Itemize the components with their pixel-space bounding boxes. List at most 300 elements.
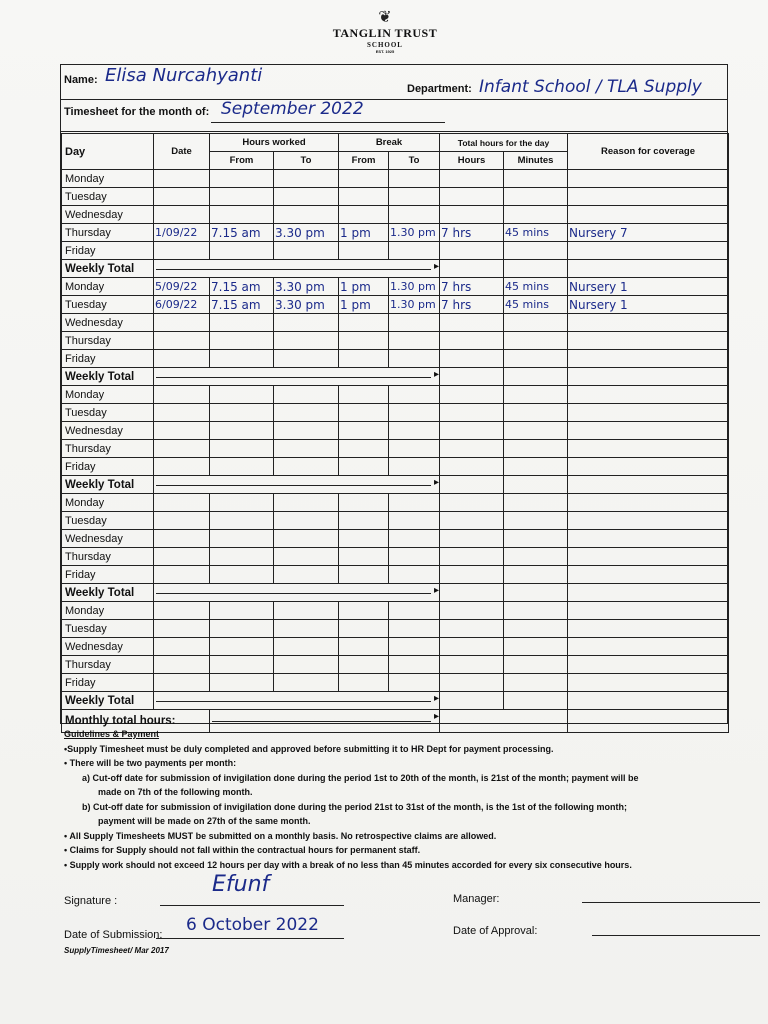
- date-cell[interactable]: [154, 440, 210, 458]
- hours-cell[interactable]: [440, 674, 504, 692]
- bfrom-cell[interactable]: [339, 332, 389, 350]
- bto-cell[interactable]: 1.30 pm: [389, 296, 440, 314]
- weekly-total-label: Weekly Total: [62, 476, 154, 494]
- day-cell: Wednesday: [62, 314, 154, 332]
- minutes-cell[interactable]: [504, 512, 568, 530]
- form-code: SupplyTimesheet/ Mar 2017: [64, 946, 169, 955]
- from-cell[interactable]: [210, 548, 274, 566]
- hours-cell[interactable]: [440, 170, 504, 188]
- to-cell[interactable]: [274, 602, 339, 620]
- bfrom-cell[interactable]: [339, 638, 389, 656]
- hours-cell[interactable]: [440, 404, 504, 422]
- bfrom-cell[interactable]: [339, 386, 389, 404]
- day-cell: Monday: [62, 386, 154, 404]
- bto-cell[interactable]: [389, 386, 440, 404]
- hours-cell[interactable]: [440, 350, 504, 368]
- table-row: [62, 386, 729, 404]
- total-arrow: [154, 260, 440, 278]
- weekly-total-row: [62, 584, 729, 602]
- timesheet-table: [61, 133, 729, 733]
- weekly-hours-cell[interactable]: [440, 368, 504, 386]
- day-cell: Thursday: [62, 332, 154, 350]
- org-name: TANGLIN TRUST: [332, 26, 438, 40]
- hours-cell[interactable]: [440, 206, 504, 224]
- bfrom-cell[interactable]: [339, 404, 389, 422]
- date-cell[interactable]: 1/09/22: [154, 224, 210, 242]
- date-cell[interactable]: [154, 530, 210, 548]
- to-cell[interactable]: [274, 530, 339, 548]
- reason-cell[interactable]: [568, 656, 729, 674]
- weekly-total-row: [62, 476, 729, 494]
- bto-cell[interactable]: [389, 638, 440, 656]
- department-value[interactable]: Infant School / TLA Supply: [479, 77, 702, 97]
- reason-cell[interactable]: [568, 620, 729, 638]
- hours-cell[interactable]: [440, 566, 504, 584]
- from-cell[interactable]: [210, 170, 274, 188]
- table-row: [62, 314, 729, 332]
- minutes-cell[interactable]: [504, 188, 568, 206]
- table-row: [62, 656, 729, 674]
- weekly-total-label: Weekly Total: [62, 368, 154, 386]
- from-cell[interactable]: [210, 206, 274, 224]
- reason-cell[interactable]: [568, 314, 729, 332]
- table-row: [62, 494, 729, 512]
- hours-cell[interactable]: [440, 602, 504, 620]
- day-cell: Thursday: [62, 656, 154, 674]
- to-cell[interactable]: [274, 674, 339, 692]
- bto-cell[interactable]: [389, 422, 440, 440]
- date-cell[interactable]: [154, 494, 210, 512]
- bfrom-cell[interactable]: [339, 440, 389, 458]
- to-cell[interactable]: [274, 494, 339, 512]
- bfrom-cell[interactable]: 1 pm: [339, 296, 389, 314]
- reason-cell[interactable]: [568, 332, 729, 350]
- bfrom-cell[interactable]: [339, 494, 389, 512]
- guideline-item: • Claims for Supply should not fall within the contractual hours for permanent staff.: [64, 845, 421, 855]
- col-day: Day: [62, 134, 154, 170]
- bfrom-cell[interactable]: [339, 206, 389, 224]
- bfrom-cell[interactable]: [339, 188, 389, 206]
- weekly-total-label: Weekly Total: [62, 692, 154, 710]
- bto-cell[interactable]: [389, 206, 440, 224]
- signature-label: Signature :: [64, 895, 118, 907]
- day-cell: Tuesday: [62, 620, 154, 638]
- minutes-cell[interactable]: [504, 530, 568, 548]
- minutes-cell[interactable]: [504, 458, 568, 476]
- from-cell[interactable]: 7.15 am: [210, 278, 274, 296]
- reason-cell[interactable]: [568, 530, 729, 548]
- table-row: [62, 278, 729, 296]
- weekly-total-row: [62, 260, 729, 278]
- to-cell[interactable]: [274, 440, 339, 458]
- guideline-item: a) Cut-off date for submission of invigilation done during the period 1st to 20th of the month, is 21st of the month; payment will be: [82, 772, 639, 783]
- day-cell: Friday: [62, 458, 154, 476]
- col-to: To: [274, 152, 339, 170]
- to-cell[interactable]: 3.30 pm: [274, 224, 339, 242]
- hours-cell[interactable]: [440, 458, 504, 476]
- day-cell: Monday: [62, 170, 154, 188]
- date-cell[interactable]: [154, 638, 210, 656]
- bto-cell[interactable]: [389, 566, 440, 584]
- table-row: [62, 620, 729, 638]
- day-cell: Monday: [62, 494, 154, 512]
- bto-cell[interactable]: [389, 494, 440, 512]
- from-cell[interactable]: [210, 458, 274, 476]
- hours-cell[interactable]: [440, 530, 504, 548]
- table-row: [62, 422, 729, 440]
- hours-cell[interactable]: [440, 656, 504, 674]
- day-cell: Friday: [62, 566, 154, 584]
- weekly-minutes-cell[interactable]: [504, 260, 568, 278]
- date-cell[interactable]: [154, 206, 210, 224]
- date-cell[interactable]: [154, 314, 210, 332]
- from-cell[interactable]: [210, 314, 274, 332]
- weekly-hours-cell[interactable]: [440, 692, 504, 710]
- hours-cell[interactable]: [440, 188, 504, 206]
- total-arrow: [154, 584, 440, 602]
- minutes-cell[interactable]: [504, 602, 568, 620]
- hours-cell[interactable]: [440, 314, 504, 332]
- minutes-cell[interactable]: [504, 620, 568, 638]
- col-date: Date: [154, 134, 210, 170]
- bto-cell[interactable]: [389, 512, 440, 530]
- bto-cell[interactable]: [389, 602, 440, 620]
- total-arrow: [154, 368, 440, 386]
- table-row: [62, 440, 729, 458]
- date-cell[interactable]: [154, 422, 210, 440]
- bto-cell[interactable]: [389, 548, 440, 566]
- from-cell[interactable]: [210, 494, 274, 512]
- day-cell: Monday: [62, 602, 154, 620]
- bto-cell[interactable]: 1.30 pm: [389, 224, 440, 242]
- reason-cell[interactable]: [568, 170, 729, 188]
- bfrom-cell[interactable]: [339, 350, 389, 368]
- bto-cell[interactable]: [389, 440, 440, 458]
- day-cell: Monday: [62, 278, 154, 296]
- weekly-reason-cell: [568, 476, 729, 494]
- bto-cell[interactable]: [389, 404, 440, 422]
- date-cell[interactable]: [154, 566, 210, 584]
- bto-cell[interactable]: [389, 674, 440, 692]
- date-cell[interactable]: 6/09/22: [154, 296, 210, 314]
- bfrom-cell[interactable]: [339, 620, 389, 638]
- date-cell[interactable]: [154, 404, 210, 422]
- guidelines-title: Guidelines & Payment: [64, 729, 160, 739]
- col-break-from: From: [339, 152, 389, 170]
- bfrom-cell[interactable]: [339, 422, 389, 440]
- to-cell[interactable]: [274, 332, 339, 350]
- department-label: Department:: [407, 83, 472, 95]
- table-row: [62, 404, 729, 422]
- col-minutes: Minutes: [504, 152, 568, 170]
- to-cell[interactable]: [274, 386, 339, 404]
- bto-cell[interactable]: [389, 656, 440, 674]
- bfrom-cell[interactable]: [339, 674, 389, 692]
- table-row: [62, 512, 729, 530]
- reason-cell[interactable]: [568, 404, 729, 422]
- bfrom-cell[interactable]: [339, 458, 389, 476]
- reason-cell[interactable]: [568, 242, 729, 260]
- weekly-hours-cell[interactable]: [440, 260, 504, 278]
- col-break-to: To: [389, 152, 440, 170]
- timesheet-body: [62, 170, 729, 733]
- hours-cell[interactable]: [440, 548, 504, 566]
- bfrom-cell[interactable]: [339, 512, 389, 530]
- month-value[interactable]: September 2022: [221, 99, 364, 119]
- weekly-minutes-cell[interactable]: [504, 368, 568, 386]
- from-cell[interactable]: [210, 188, 274, 206]
- minutes-cell[interactable]: [504, 332, 568, 350]
- col-from: From: [210, 152, 274, 170]
- divider: [61, 99, 727, 100]
- bto-cell[interactable]: [389, 620, 440, 638]
- day-cell: Tuesday: [62, 404, 154, 422]
- table-row: [62, 224, 729, 242]
- minutes-cell[interactable]: [504, 314, 568, 332]
- weekly-reason-cell: [568, 260, 729, 278]
- manager-line[interactable]: [582, 902, 760, 903]
- monthly-total-label: Monthly total hours:: [62, 710, 210, 733]
- name-value[interactable]: Elisa Nurcahyanti: [105, 65, 263, 86]
- hours-cell[interactable]: [440, 620, 504, 638]
- to-cell[interactable]: [274, 656, 339, 674]
- weekly-total-row: [62, 692, 729, 710]
- date-cell[interactable]: [154, 602, 210, 620]
- from-cell[interactable]: [210, 620, 274, 638]
- month-label: Timesheet for the month of:: [64, 106, 210, 118]
- reason-cell[interactable]: [568, 638, 729, 656]
- bfrom-cell[interactable]: 1 pm: [339, 224, 389, 242]
- minutes-cell[interactable]: [504, 638, 568, 656]
- to-cell[interactable]: [274, 404, 339, 422]
- bto-cell[interactable]: [389, 350, 440, 368]
- from-cell[interactable]: [210, 656, 274, 674]
- hours-cell[interactable]: [440, 332, 504, 350]
- reason-cell[interactable]: [568, 602, 729, 620]
- bfrom-cell[interactable]: 1 pm: [339, 278, 389, 296]
- col-total: Total hours for the day: [440, 134, 568, 152]
- minutes-cell[interactable]: 45 mins: [504, 296, 568, 314]
- from-cell[interactable]: [210, 440, 274, 458]
- from-cell[interactable]: [210, 602, 274, 620]
- date-cell[interactable]: [154, 620, 210, 638]
- date-cell[interactable]: [154, 170, 210, 188]
- to-cell[interactable]: [274, 206, 339, 224]
- reason-cell[interactable]: Nursery 7: [568, 224, 729, 242]
- from-cell[interactable]: [210, 404, 274, 422]
- table-row: [62, 188, 729, 206]
- day-cell: Thursday: [62, 440, 154, 458]
- date-cell[interactable]: [154, 350, 210, 368]
- to-cell[interactable]: [274, 242, 339, 260]
- col-reason: Reason for coverage: [568, 134, 729, 170]
- to-cell[interactable]: [274, 458, 339, 476]
- weekly-total-label: Weekly Total: [62, 260, 154, 278]
- date-cell[interactable]: [154, 548, 210, 566]
- table-row: [62, 530, 729, 548]
- table-row: [62, 170, 729, 188]
- bto-cell[interactable]: [389, 170, 440, 188]
- guideline-item: • All Supply Timesheets MUST be submitted on a monthly basis. No retrospective claims are allowed.: [64, 830, 497, 841]
- reason-cell[interactable]: [568, 512, 729, 530]
- date-cell[interactable]: 5/09/22: [154, 278, 210, 296]
- table-row: [62, 602, 729, 620]
- from-cell[interactable]: [210, 530, 274, 548]
- date-cell[interactable]: [154, 188, 210, 206]
- guideline-item: b) Cut-off date for submission of invigilation done during the period 21st to 31st of the month, is the 1st of the following month;: [82, 801, 627, 812]
- from-cell[interactable]: [210, 350, 274, 368]
- reason-cell[interactable]: [568, 386, 729, 404]
- minutes-cell[interactable]: [504, 674, 568, 692]
- day-cell: Thursday: [62, 224, 154, 242]
- minutes-cell[interactable]: 45 mins: [504, 224, 568, 242]
- weekly-hours-cell[interactable]: [440, 584, 504, 602]
- guideline-item: payment will be made on 27th of the same month.: [98, 816, 311, 826]
- bto-cell[interactable]: [389, 314, 440, 332]
- table-row: [62, 332, 729, 350]
- bfrom-cell[interactable]: [339, 566, 389, 584]
- from-cell[interactable]: 7.15 am: [210, 224, 274, 242]
- table-header-row: [62, 134, 729, 152]
- bto-cell[interactable]: 1.30 pm: [389, 278, 440, 296]
- day-cell: Wednesday: [62, 422, 154, 440]
- school-logo: [300, 10, 470, 54]
- timesheet-form: [60, 64, 728, 727]
- to-cell[interactable]: [274, 314, 339, 332]
- to-cell[interactable]: [274, 638, 339, 656]
- signature-value[interactable]: Efunf: [212, 872, 270, 897]
- minutes-cell[interactable]: [504, 422, 568, 440]
- date-cell[interactable]: [154, 332, 210, 350]
- minutes-cell[interactable]: [504, 350, 568, 368]
- guideline-item: • Supply work should not exceed 12 hours per day with a break of no less than 45 minutes accorded for every six consecutive hours.: [64, 859, 632, 870]
- minutes-cell[interactable]: [504, 404, 568, 422]
- reason-cell[interactable]: [568, 188, 729, 206]
- minutes-cell[interactable]: [504, 566, 568, 584]
- bfrom-cell[interactable]: [339, 242, 389, 260]
- submission-label: Date of Submission:: [64, 929, 163, 941]
- to-cell[interactable]: [274, 620, 339, 638]
- reason-cell[interactable]: [568, 548, 729, 566]
- date-cell[interactable]: [154, 656, 210, 674]
- bfrom-cell[interactable]: [339, 170, 389, 188]
- minutes-cell[interactable]: [504, 170, 568, 188]
- bfrom-cell[interactable]: [339, 656, 389, 674]
- reason-cell[interactable]: [568, 350, 729, 368]
- reason-cell[interactable]: [568, 494, 729, 512]
- bfrom-cell[interactable]: [339, 602, 389, 620]
- col-break: Break: [339, 134, 440, 152]
- hours-cell[interactable]: [440, 638, 504, 656]
- minutes-cell[interactable]: [504, 440, 568, 458]
- guideline-item: •Supply Timesheet must be duly completed and approved before submitting it to HR Dept for payment processing.: [64, 743, 554, 754]
- reason-cell[interactable]: [568, 674, 729, 692]
- approval-line[interactable]: [592, 935, 760, 936]
- hours-cell[interactable]: [440, 494, 504, 512]
- name-label: Name:: [64, 74, 98, 86]
- hours-cell[interactable]: [440, 512, 504, 530]
- reason-cell[interactable]: [568, 206, 729, 224]
- from-cell[interactable]: [210, 422, 274, 440]
- to-cell[interactable]: [274, 188, 339, 206]
- to-cell[interactable]: [274, 170, 339, 188]
- reason-cell[interactable]: Nursery 1: [568, 296, 729, 314]
- from-cell[interactable]: [210, 566, 274, 584]
- minutes-cell[interactable]: [504, 386, 568, 404]
- to-cell[interactable]: [274, 422, 339, 440]
- day-cell: Thursday: [62, 548, 154, 566]
- from-cell[interactable]: [210, 674, 274, 692]
- date-cell[interactable]: [154, 674, 210, 692]
- to-cell[interactable]: [274, 512, 339, 530]
- date-cell[interactable]: [154, 242, 210, 260]
- minutes-cell[interactable]: [504, 206, 568, 224]
- hours-cell[interactable]: [440, 386, 504, 404]
- reason-cell[interactable]: [568, 422, 729, 440]
- submission-value[interactable]: 6 October 2022: [186, 915, 319, 935]
- reason-cell[interactable]: [568, 566, 729, 584]
- to-cell[interactable]: [274, 350, 339, 368]
- weekly-minutes-cell[interactable]: [504, 692, 568, 710]
- weekly-hours-cell[interactable]: [440, 476, 504, 494]
- from-cell[interactable]: [210, 638, 274, 656]
- guidelines: [64, 727, 744, 872]
- minutes-cell[interactable]: 45 mins: [504, 278, 568, 296]
- hours-cell[interactable]: [440, 422, 504, 440]
- hours-cell[interactable]: [440, 440, 504, 458]
- bfrom-cell[interactable]: [339, 314, 389, 332]
- date-cell[interactable]: [154, 512, 210, 530]
- reason-cell[interactable]: [568, 458, 729, 476]
- from-cell[interactable]: [210, 386, 274, 404]
- date-cell[interactable]: [154, 386, 210, 404]
- signature-line: [160, 905, 344, 906]
- from-cell[interactable]: [210, 242, 274, 260]
- submission-line: [156, 938, 344, 939]
- bto-cell[interactable]: [389, 332, 440, 350]
- date-cell[interactable]: [154, 458, 210, 476]
- reason-cell[interactable]: [568, 440, 729, 458]
- from-cell[interactable]: [210, 332, 274, 350]
- weekly-minutes-cell[interactable]: [504, 584, 568, 602]
- minutes-cell[interactable]: [504, 494, 568, 512]
- reason-cell[interactable]: Nursery 1: [568, 278, 729, 296]
- day-cell: Tuesday: [62, 512, 154, 530]
- bto-cell[interactable]: [389, 188, 440, 206]
- to-cell[interactable]: 3.30 pm: [274, 278, 339, 296]
- day-cell: Wednesday: [62, 206, 154, 224]
- hours-cell[interactable]: 7 hrs: [440, 296, 504, 314]
- weekly-minutes-cell[interactable]: [504, 476, 568, 494]
- from-cell[interactable]: 7.15 am: [210, 296, 274, 314]
- minutes-cell[interactable]: [504, 242, 568, 260]
- minutes-cell[interactable]: [504, 656, 568, 674]
- bto-cell[interactable]: [389, 458, 440, 476]
- to-cell[interactable]: [274, 548, 339, 566]
- bfrom-cell[interactable]: [339, 548, 389, 566]
- to-cell[interactable]: [274, 566, 339, 584]
- minutes-cell[interactable]: [504, 548, 568, 566]
- bfrom-cell[interactable]: [339, 530, 389, 548]
- hours-cell[interactable]: 7 hrs: [440, 224, 504, 242]
- bto-cell[interactable]: [389, 530, 440, 548]
- hours-cell[interactable]: [440, 242, 504, 260]
- hours-cell[interactable]: 7 hrs: [440, 278, 504, 296]
- col-hours: Hours: [440, 152, 504, 170]
- bto-cell[interactable]: [389, 242, 440, 260]
- to-cell[interactable]: 3.30 pm: [274, 296, 339, 314]
- from-cell[interactable]: [210, 512, 274, 530]
